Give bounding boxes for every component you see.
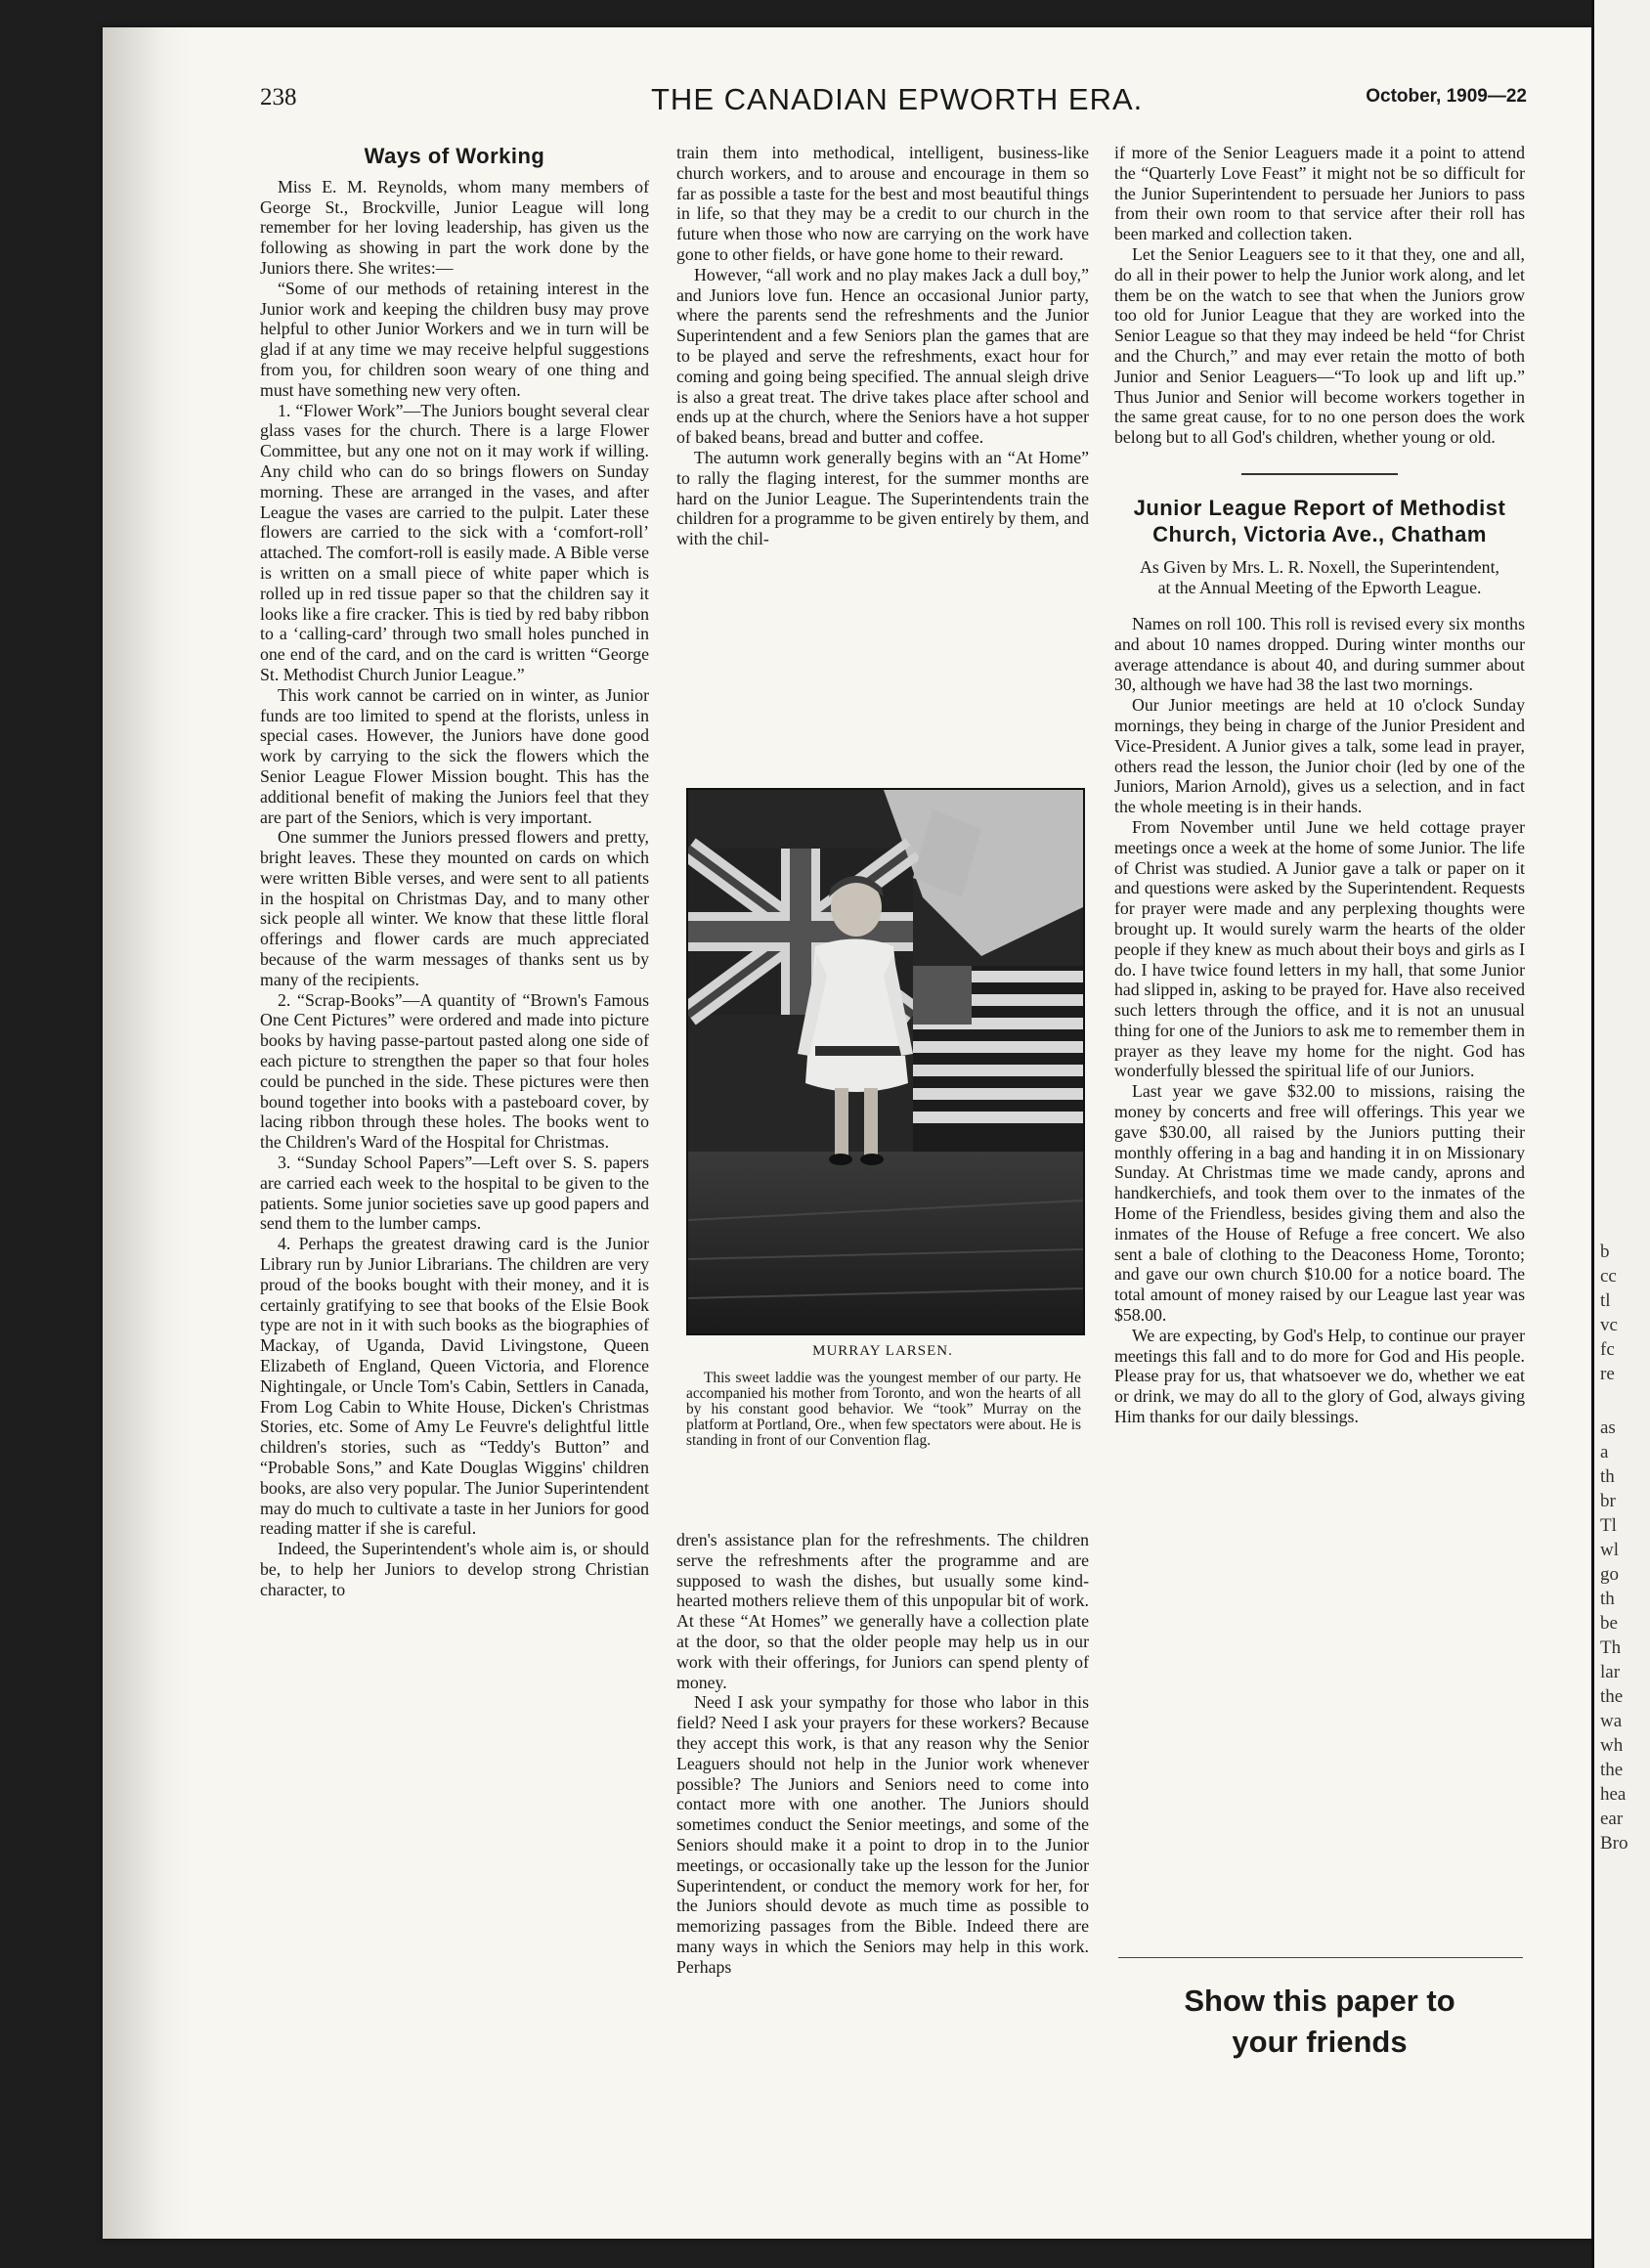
paragraph: Indeed, the Superintendent's whole aim is, or should be, to help her Juniors to develop strong Christian character, to	[260, 1539, 649, 1599]
facing-page-fragment: b	[1600, 1242, 1610, 1262]
promo-divider	[1118, 1957, 1523, 1958]
photo-caption-title: MURRAY LARSEN.	[812, 1343, 953, 1359]
caption-text: This sweet laddie was the youngest member of our party. He accompanied his mother from Toronto, and won the hearts of all by his constant good behavior. We “took” Murray on the platform at Portland, Ore., when few spectators were about. He is standing in front of our Convention flag.	[686, 1370, 1081, 1449]
promo-box	[1114, 1981, 1525, 2063]
photo-illustration	[688, 790, 1083, 1333]
facing-page-fragment: wl	[1600, 1540, 1619, 1560]
facing-page-fragment: as	[1600, 1418, 1616, 1438]
facing-page-fragment: wa	[1600, 1711, 1623, 1731]
paragraph: 1. “Flower Work”—The Juniors bought several clear glass vases for the church. There is a large Flower Committee, but any one not on it may work if willing. Any child who can do so brings flowers on Sunday morning. These are arranged in the vases, and after League the vases are carried to the pulpit. Later these flowers are carried to the sick with a ‘comfort-roll’ attached. The comfort-roll is easily made. A Bible verse is written on a small piece of white paper which is rolled up in red tissue paper so that the children say it looks like a fire cracker. This is tied by red baby ribbon to a ‘calling-card’ through two small holes punched in one end of the card, and on the card is written “George St. Methodist Church Junior League.”	[260, 400, 649, 684]
facing-page-fragment: th	[1600, 1589, 1615, 1609]
article-title-junior-league-report: Junior League Report of Methodist Church, Victoria Ave., Chatham	[1133, 495, 1506, 546]
photo-murray-larsen	[686, 788, 1085, 1335]
facing-page-fragment: a	[1600, 1442, 1609, 1462]
facing-page-fragment: vc	[1600, 1315, 1618, 1335]
facing-page-fragment: cc	[1600, 1266, 1617, 1287]
article-byline: As Given by Mrs. L. R. Noxell, the Superintendent, at the Annual Meeting of the Epworth League.	[1140, 556, 1499, 597]
publication-title: THE CANADIAN EPWORTH ERA.	[651, 82, 1144, 116]
facing-page-fragment: go	[1600, 1564, 1619, 1585]
facing-page-fragment: the	[1600, 1686, 1624, 1707]
article-title-ways-of-working: Ways of Working	[364, 144, 545, 168]
facing-page-fragment: be	[1600, 1613, 1618, 1634]
facing-page-fragment: wh	[1600, 1735, 1624, 1756]
paragraph: Names on roll 100. This roll is revised every six months and about 10 names dropped. During winter months our average attendance is about 40, and during summer about 30, although we have had 38 the last two mornings.	[1114, 613, 1525, 695]
facing-page-fragment: Th	[1600, 1637, 1622, 1658]
paragraph: dren's assistance plan for the refreshments. The children serve the refreshments after the programme and are supposed to wash the dishes, but usually some kind-hearted mothers relieve them of this unpopular bit of work. At these “At Homes” we generally have a collection plate at the door, so that the older people may help us in our work with their offerings, for Juniors can spend plenty of money.	[676, 1530, 1089, 1692]
paragraph: 4. Perhaps the greatest drawing card is the Junior Library run by Junior Librarians. The children are very proud of the books bought with their money, and it is certainly gratifying to see that books of the Elsie Book type are not in it with such books as the biographies of Mackay, of Uganda, David Livingstone, Queen Elizabeth of England, Queen Victoria, and Florence Nightingale, or Uncle Tom's Cabin, Settlers in Canada, From Log Cabin to White House, Dicken's Christmas Stories, etc. Some of Amy Le Feuvre's delightful little children's stories, such as “Teddy's Button” and “Probable Sons,” and Kate Douglas Wiggins' children books, are also very popular. The Junior Superintendent may do much to cultivate a taste in her Juniors for good reading matter if she is careful.	[260, 1234, 649, 1539]
paragraph: if more of the Senior Leaguers made it a point to attend the “Quarterly Love Feast” it might not be so difficult for the Junior Superintendent to persuade her Juniors to pass from their own room to that service after their roll has been marked and collection taken.	[1114, 143, 1525, 244]
photo-caption	[686, 1371, 1081, 1449]
paragraph: Our Junior meetings are held at 10 o'clock Sunday mornings, they being in charge of the Junior President and Vice-President. A Junior gives a talk, some lead in prayer, others read the lesson, the Junior choir (led by one of the Juniors, Marion Arnold), gives us a selection, and in fact the whole meeting is in their hands.	[1114, 695, 1525, 817]
paragraph: “Some of our methods of retaining interest in the Junior work and keeping the children busy may prove helpful to other Junior Workers and we in turn will be glad if at any time we may receive helpful suggestions from you, for children soon weary of one thing and must have something new very often.	[260, 278, 649, 400]
promo-line-1: Show this paper to	[1184, 1984, 1455, 2018]
paragraph: From November until June we held cottage prayer meetings once a week at the home of some Junior. The life of Christ was studied. A Junior gave a talk or paper on it and questions were asked by the Superintendent. Requests for prayer were made and any perplexing thoughts were brought up. It would surely warm the hearts of the older people if they knew as much about their boys and girls as I do. I have twice found letters in my hall, that some Junior had slipped in, asking to be prayed for. Have also received such letters through the office, and it is not an unusual thing for one of the Juniors to ask me to remember them in prayer as they leave my home for the night. God has wonderfully blessed the spiritual life of our Juniors.	[1114, 816, 1525, 1081]
paragraph: 3. “Sunday School Papers”—Left over S. S. papers are carried each week to the hospital to be given to the patients. Some junior societies save up good papers and send them to the lumber camps.	[260, 1153, 649, 1234]
facing-page-fragment: Bro	[1600, 1833, 1628, 1854]
paragraph: Let the Senior Leaguers see to it that they, one and all, do all in their power to help the Junior work along, and let them be on the watch to see that when the Juniors grow too old for Junior League that they are worked into the Senior League so that they may indeed be held “for Christ and the Church,” and may ever retain the motto of both Junior and Senior Leaguers—“To look up and lift up.” Thus Junior and Senior will become workers together in the same great cause, for to no one person does the work belong but to all God's children, whether young or old.	[1114, 243, 1525, 448]
facing-page-fragment: fc	[1600, 1339, 1615, 1360]
paragraph: Miss E. M. Reynolds, whom many members of George St., Brockville, Junior League will long remember for her loving leadership, has given us the following as showing in part the work done by the Juniors there. She writes:—	[260, 176, 649, 278]
facing-page-fragment: the	[1600, 1760, 1624, 1780]
facing-page-fragment: br	[1600, 1491, 1616, 1511]
page-number: 238	[260, 84, 297, 110]
issue-date: October, 1909—22	[1366, 86, 1527, 107]
paragraph: The autumn work generally begins with an “At Home” to rally the flaging interest, for the summer months are hard on the Junior League. The Superintendents train the children for a programme to be given entirely by them, and with the chil-	[676, 447, 1089, 549]
column-1	[260, 143, 649, 1600]
paragraph: However, “all work and no play makes Jack a dull boy,” and Juniors love fun. Hence an occasional Junior party, where the parents send the refreshments and the Junior Superintendent and a few Seniors plan the games that are to be played and serve the refreshments, exact hour for coming and going being specified. The annual sleigh drive is also a great treat. The drive takes place after school and ends up at the church, where the Seniors have a hot supper of baked beans, bread and butter and coffee.	[676, 264, 1089, 448]
facing-page-fragment: ear	[1600, 1809, 1624, 1829]
paragraph: Need I ask your sympathy for those who labor in this field? Need I ask your prayers for these workers? Because they accept this work, is that any reason why the Senior Leaguers should not help in the Junior work whenever possible? The Juniors and Seniors need to come into contact more with one another. The Juniors should sometimes conduct the Senior meetings, and some of the Seniors should make it a point to drop in to the Junior meetings, or occasionally take up the lesson for the Junior Superintendent, or conduct the memory work for her, for the Juniors should devote as much time as possible to memorizing passages from the Bible. Indeed there are many ways in which the Seniors may help in this work. Perhaps	[676, 1692, 1089, 1977]
paragraph: train them into methodical, intelligent, business-like church workers, and to arouse and encourage in them so far as possible a taste for the best and most beautiful things in life, so that they may be a credit to our church in the future when those who now are carrying on the work have gone to other fields, or have gone home to their reward.	[676, 143, 1089, 264]
us-flag	[913, 966, 1083, 1152]
paragraph: Last year we gave $32.00 to missions, raising the money by concerts and free will offerings. This year we gave $30.00, all raised by the Juniors putting their monthly offering in a bag and handing it in on Missionary Sunday. At Christmas time we made candy, aprons and handkerchiefs, and took them over to the inmates of the Home of the Friendless, besides giving them and also the inmates of the House of Refuge a free concert. We also sent a bale of clothing to the Deaconess Home, Toronto; and gave our own church $10.00 for a notice board. The total amount of money raised by our League last year was $58.00.	[1114, 1081, 1525, 1326]
facing-page-edge	[1591, 0, 1650, 2268]
facing-page-fragment: tl	[1600, 1290, 1611, 1311]
column-2	[676, 143, 1089, 549]
column-2-continued	[676, 1530, 1089, 1978]
facing-page-fragment: hea	[1600, 1784, 1627, 1805]
paragraph: One summer the Juniors pressed flowers and pretty, bright leaves. These they mounted on cards on which were written Bible verses, and were sent to all patients in the hospital on Christmas Day, and to many other sick people all winter. We know that these little floral offerings and flower cards are much appreciated because of the warm messages of thanks sent us by many of the recipients.	[260, 827, 649, 989]
page-gutter-shadow	[103, 27, 191, 2239]
page-header	[260, 84, 1527, 123]
section-divider	[1241, 473, 1398, 475]
paragraph: This work cannot be carried on in winter, as Junior funds are too limited to spend at the florists, unless in special cases. However, the Juniors have done good work by carrying to the sick the flowers which the Senior League Flower Mission bought. This has the additional benefit of making the Juniors feel that they are part of the Seniors, which is very important.	[260, 684, 649, 827]
column-3	[1114, 143, 1525, 1427]
facing-page-fragment: Tl	[1600, 1515, 1617, 1536]
paragraph: 2. “Scrap-Books”—A quantity of “Brown's Famous One Cent Pictures” were ordered and made into picture books by having passe-partout pasted along one side of each picture to strengthen the paper so that four holes could be punched in the side. These pictures were then bound together into books with a pasteboard cover, by lacing ribbon through these holes. The books went to the Children's Ward of the Hospital for Christmas.	[260, 989, 649, 1153]
facing-page-fragment: re	[1600, 1364, 1615, 1384]
facing-page-fragment: th	[1600, 1466, 1615, 1487]
paragraph: We are expecting, by God's Help, to continue our prayer meetings this fall and to do more for God and His people. Please pray for us, that whatsoever we do, whether we eat or drink, we may do all to the glory of God, always giving Him thanks for our daily blessings.	[1114, 1325, 1525, 1427]
facing-page-fragment: lar	[1600, 1662, 1621, 1682]
promo-line-2: your friends	[1232, 2025, 1408, 2059]
